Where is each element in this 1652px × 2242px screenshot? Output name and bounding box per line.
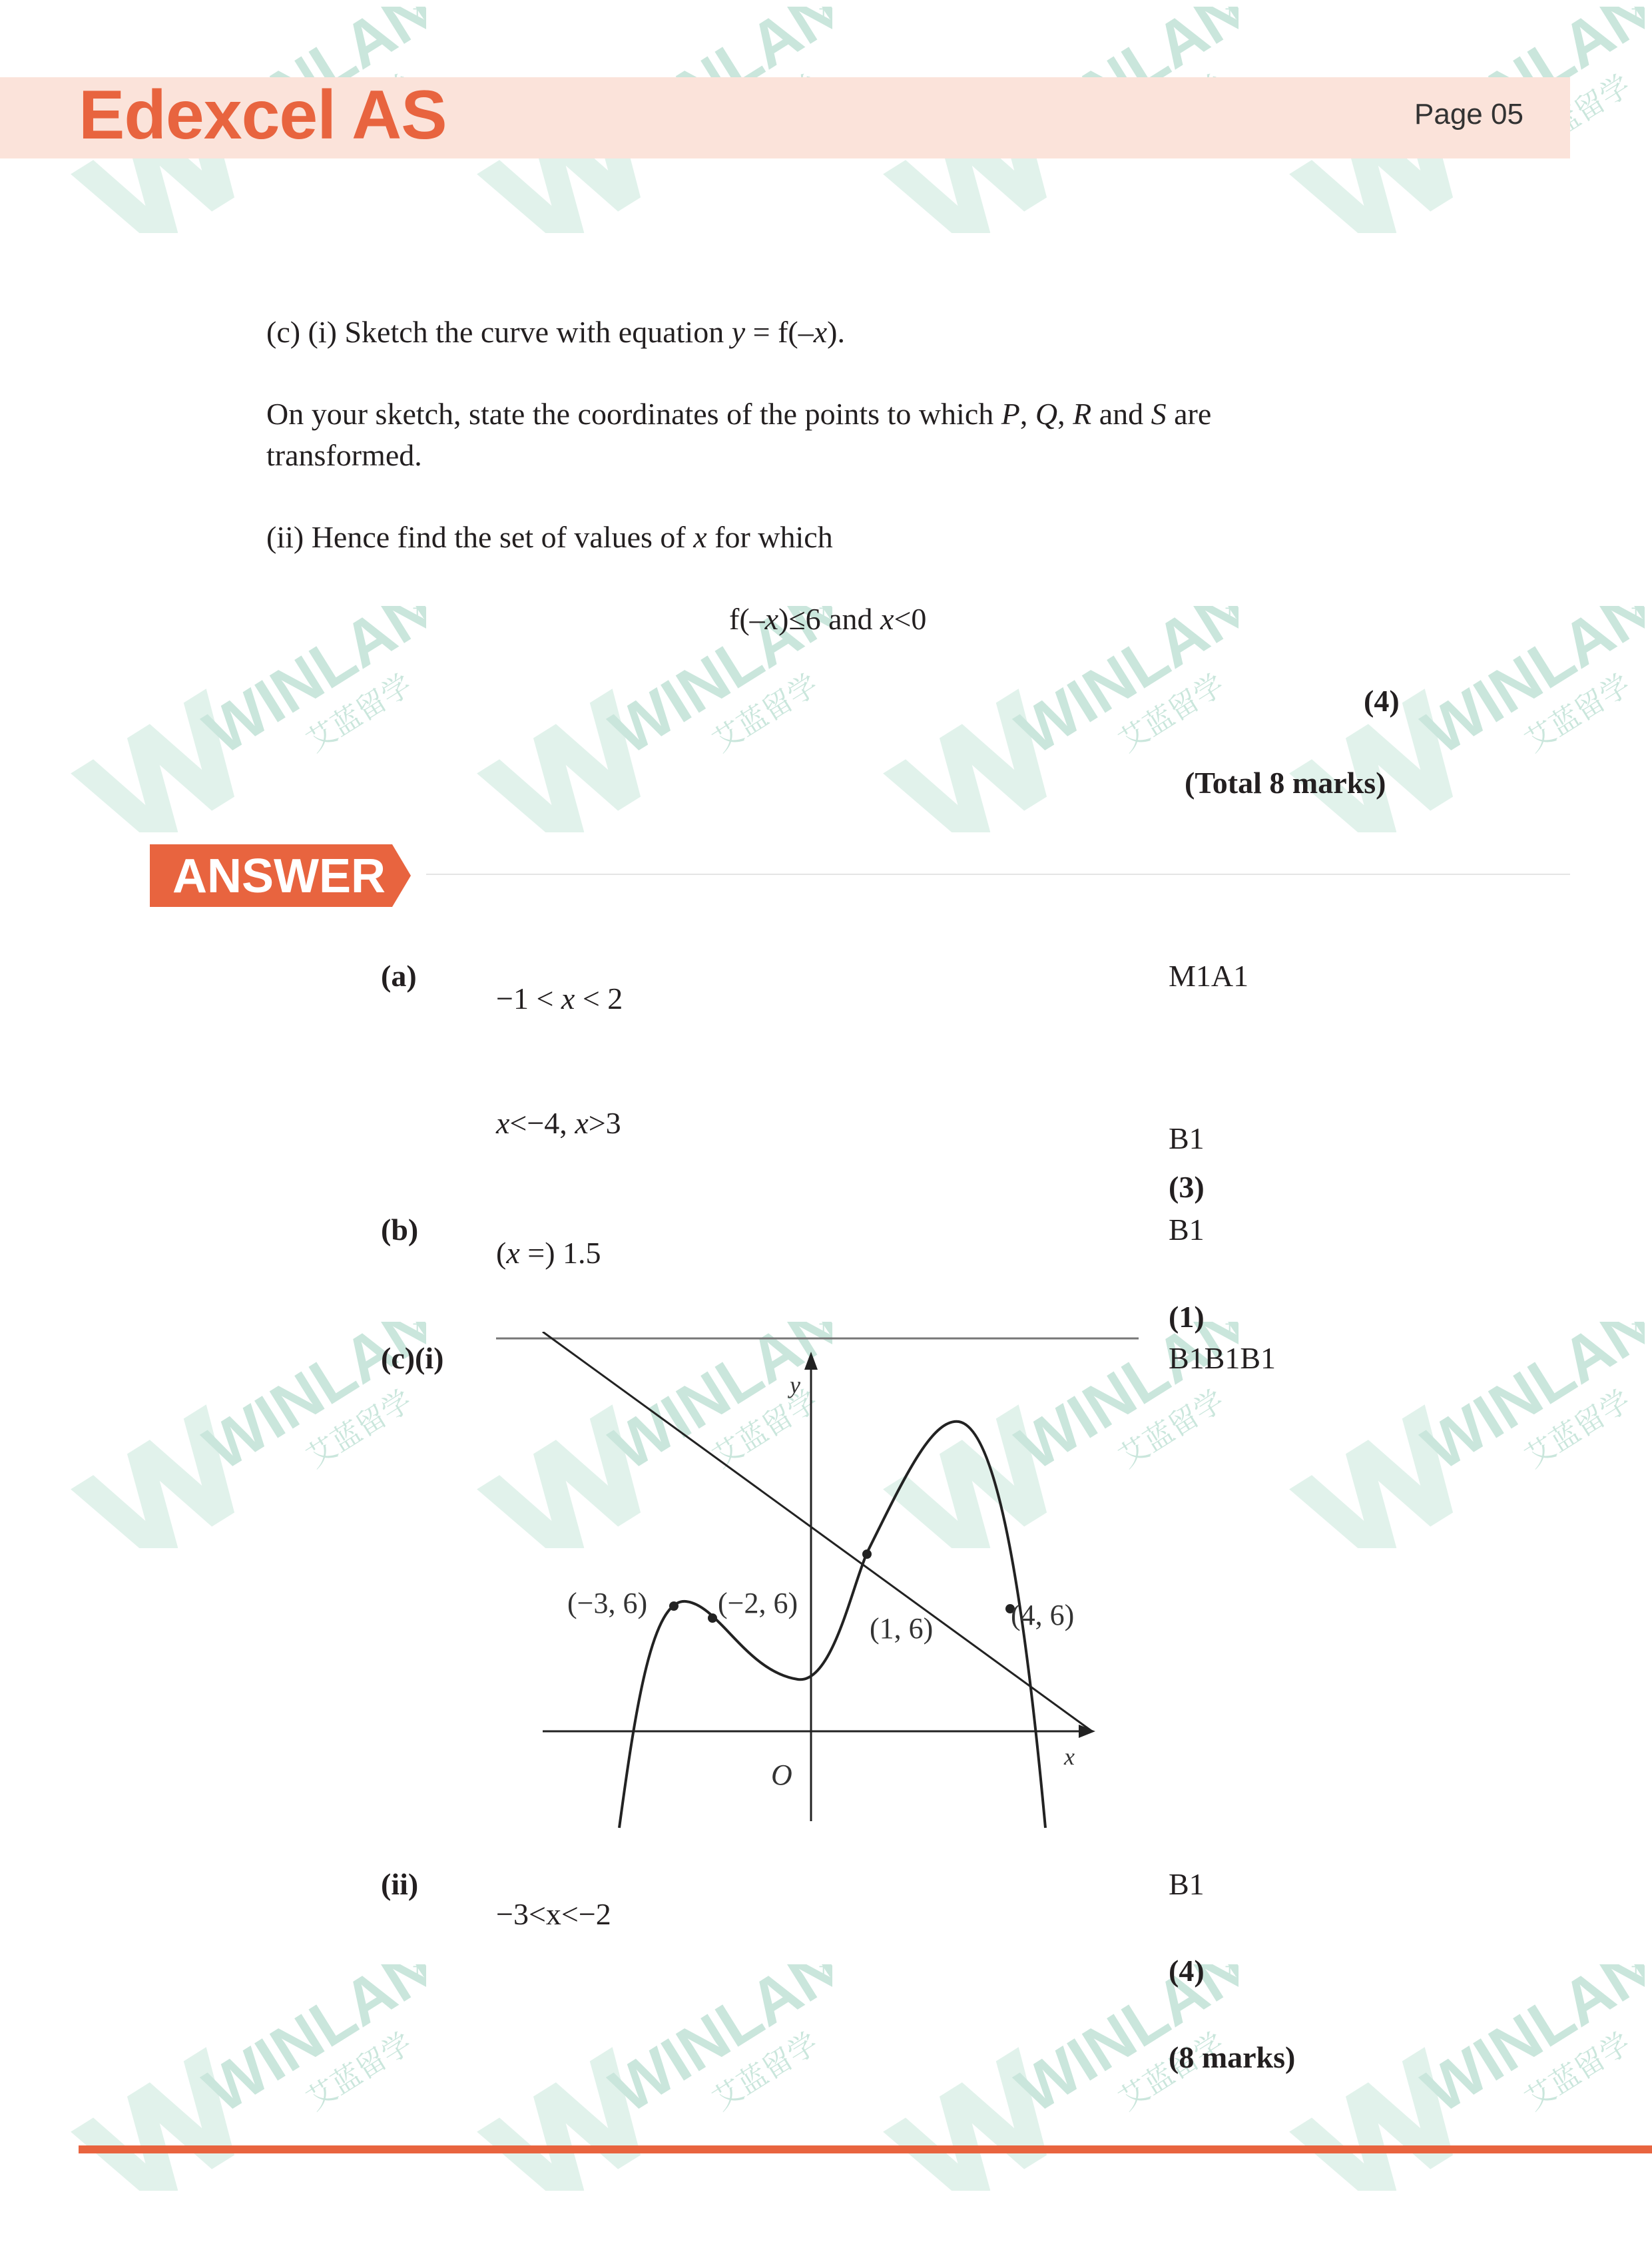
watermark-logo: [53, 606, 426, 832]
point-neg2-6: [708, 1613, 717, 1623]
watermark-logo: [1272, 1322, 1645, 1548]
y-axis-label: y: [790, 1372, 800, 1398]
point-label-neg2-6: (−2, 6): [718, 1587, 798, 1619]
answer-banner-label: ANSWER: [172, 850, 386, 903]
curve-sketch: [493, 1332, 1159, 1838]
question-c-i: (c) (i) Sketch the curve with equation y = f(–x).: [266, 315, 845, 349]
page-number: Page 05: [1414, 98, 1523, 131]
watermark-logo: [459, 1964, 832, 2191]
answer-b-label: (b): [381, 1213, 419, 1247]
point-neg3-6: [669, 1601, 679, 1611]
question-c-ii: (ii) Hence find the set of values of x for which: [266, 520, 833, 554]
answer-a-mark2: B1: [1169, 1121, 1205, 1155]
watermark-logo: [53, 1322, 426, 1548]
answer-banner: [150, 844, 411, 907]
answer-b-total: (1): [1169, 1300, 1205, 1334]
question-sketch-line1: On your sketch, state the coordinates of the points to which P, Q, R and S are: [266, 397, 1212, 431]
point-label-4-6: (4, 6): [1011, 1599, 1075, 1631]
answer-a-line1: −1 < x < 2: [496, 981, 623, 1015]
y-axis-arrow: [804, 1352, 818, 1370]
answer-a-label: (a): [381, 959, 417, 993]
answer-ii-label: (ii): [381, 1867, 419, 1901]
answer-a-mark1: M1A1: [1169, 959, 1249, 993]
question-marks: (4): [1364, 684, 1400, 718]
curve-y-f-neg-x: [619, 1422, 1045, 1828]
question-total: (Total 8 marks): [1185, 766, 1386, 800]
question-inequality: f(–x)≤6 and x<0: [729, 602, 927, 636]
answer-c-i-mark: B1B1B1: [1169, 1341, 1276, 1375]
origin-label: O: [771, 1759, 792, 1791]
watermark-logo: [866, 606, 1239, 832]
answer-b-mark: B1: [1169, 1213, 1205, 1247]
answer-c-i-label: (c)(i): [381, 1341, 444, 1375]
watermark-logo: [459, 606, 832, 832]
question-sketch-line2: transformed.: [266, 438, 422, 472]
answer-a-total: (3): [1169, 1170, 1205, 1204]
footer-rule: [79, 2145, 1652, 2153]
watermark-logo: [1272, 1964, 1645, 2191]
answer-ii-mark: B1: [1169, 1867, 1205, 1901]
x-axis-label: x: [1064, 1743, 1075, 1770]
answer-divider: [426, 874, 1570, 875]
point-label-neg3-6: (−3, 6): [567, 1587, 648, 1619]
answer-c-total: (4): [1169, 1954, 1205, 1988]
answer-final-total: (8 marks): [1169, 2040, 1296, 2074]
answer-b-value: (x =) 1.5: [496, 1236, 601, 1270]
answer-ii-value: −3<x<−2: [496, 1897, 611, 1931]
brand-title: Edexcel AS: [79, 77, 447, 154]
answer-a-line2: x<−4, x>3: [496, 1106, 621, 1140]
point-label-1-6: (1, 6): [870, 1612, 934, 1645]
watermark-logo: [53, 1964, 426, 2191]
watermark-logo: [866, 1964, 1239, 2191]
point-1-6: [862, 1549, 872, 1559]
